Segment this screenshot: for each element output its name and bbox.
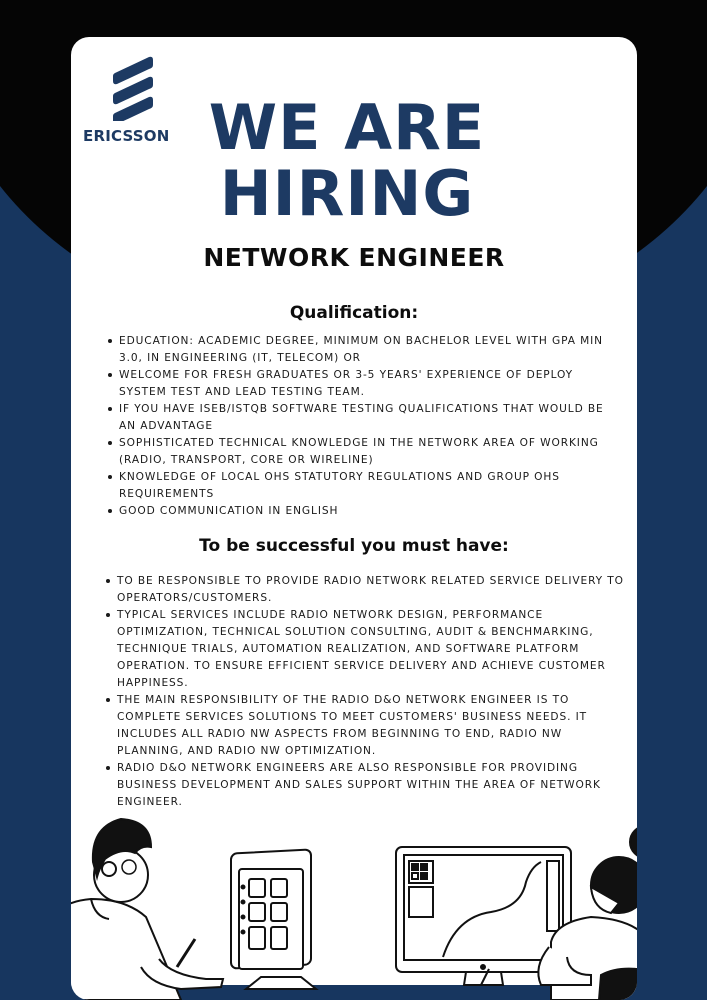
list-item: TYPICAL SERVICES INCLUDE RADIO NETWORK DESIGN, PERFORMANCE OPTIMIZATION, TECHNICAL SOLUTION CONSULTING, AUDIT & BENCHMARKING, TECHNIQUE TRIALS, AUTOMATION REALIZATION, AND SOFTWARE PLATFORM OPERATION. TO ENSURE EFFICIENT SERVICE DELIVERY AND ACHIEVE CUSTOMER HAPPINESS. — [105, 607, 627, 692]
list-item: GOOD COMMUNICATION IN ENGLISH — [107, 503, 617, 520]
headline — [167, 91, 527, 230]
list-item: EDUCATION: ACADEMIC DEGREE, MINIMUM ON BACHELOR LEVEL WITH GPA MIN 3.0, IN ENGINEERING (IT, TELECOM) OR — [107, 333, 617, 367]
headline-line1: WE ARE — [208, 91, 486, 164]
left-monitor — [231, 849, 316, 989]
role-title: NETWORK ENGINEER — [203, 243, 505, 272]
poster-card — [71, 37, 637, 1000]
list-item: RADIO D&O NETWORK ENGINEERS ARE ALSO RESPONSIBLE FOR PROVIDING BUSINESS DEVELOPMENT AND SALES SUPPORT WITHIN THE AREA OF NETWORK ENGINEER. — [105, 760, 627, 811]
qualification-title: Qualification: — [289, 303, 419, 323]
success-list — [105, 573, 627, 811]
success-title: To be successful you must have: — [199, 536, 509, 556]
logo-wordmark: ERICSSON — [83, 127, 170, 145]
ericsson-logo-icon — [111, 55, 155, 121]
headline-line2: HIRING — [219, 157, 475, 230]
list-item: THE MAIN RESPONSIBILITY OF THE RADIO D&O NETWORK ENGINEER IS TO COMPLETE SERVICES SOLUTIONS TO MEET CUSTOMERS' BUSINESS NEEDS. IT INCLUDES ALL RADIO NW ASPECTS FROM BEGINNING TO END, RADIO NW PLANNING, AND RADIO NW OPTIMIZATION. — [105, 692, 627, 760]
man-figure — [71, 819, 223, 1000]
people-working-at-computers-illustration — [71, 807, 637, 1000]
list-item: TO BE RESPONSIBLE TO PROVIDE RADIO NETWORK RELATED SERVICE DELIVERY TO OPERATORS/CUSTOMERS. — [105, 573, 627, 607]
list-item: IF YOU HAVE ISEB/ISTQB SOFTWARE TESTING QUALIFICATIONS THAT WOULD BE AN ADVANTAGE — [107, 401, 617, 435]
list-item: WELCOME FOR FRESH GRADUATES OR 3-5 YEARS' EXPERIENCE OF DEPLOY SYSTEM TEST AND LEAD TESTING TEAM. — [107, 367, 617, 401]
qualification-list — [107, 333, 617, 520]
list-item: SOPHISTICATED TECHNICAL KNOWLEDGE IN THE NETWORK AREA OF WORKING (RADIO, TRANSPORT, CORE OR WIRELINE) — [107, 435, 617, 469]
list-item: KNOWLEDGE OF LOCAL OHS STATUTORY REGULATIONS AND GROUP OHS REQUIREMENTS — [107, 469, 617, 503]
